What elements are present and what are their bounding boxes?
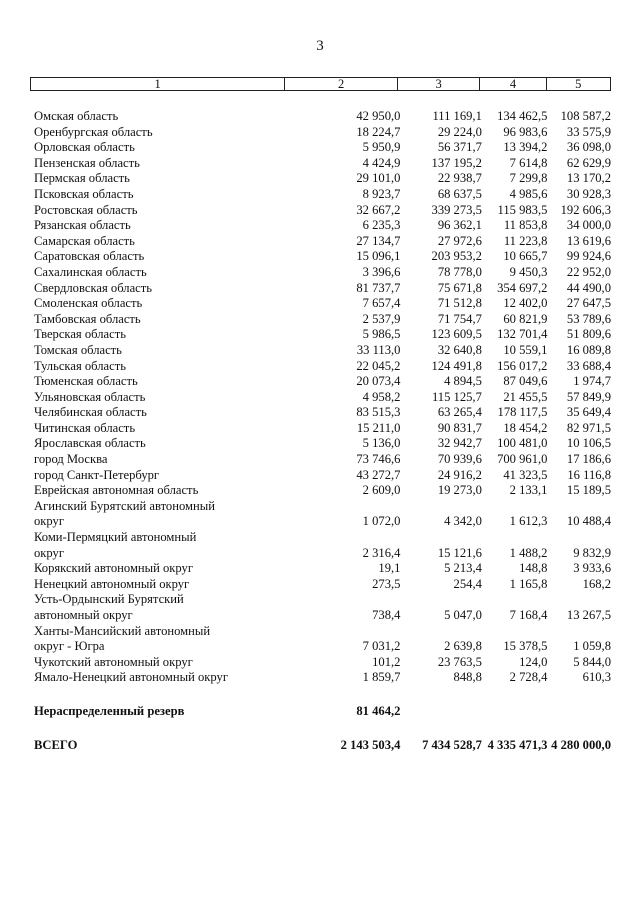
value-col-5 xyxy=(547,704,611,720)
table-row xyxy=(30,483,611,499)
value-col-5: 16 089,8 xyxy=(566,342,611,357)
total-row xyxy=(30,738,611,754)
region-name: Ростовская область xyxy=(34,202,138,217)
value-col-2: 43 272,7 xyxy=(356,467,401,482)
value-col-3: 7 434 528,7 xyxy=(422,737,482,752)
value-col-2: 3 396,6 xyxy=(362,264,401,279)
value-col-4: 2 133,1 xyxy=(509,483,548,498)
table-row xyxy=(30,468,611,484)
value-col-2 xyxy=(288,499,400,515)
spacer xyxy=(30,720,611,738)
spacer xyxy=(30,686,611,704)
value-col-5: 33 688,4 xyxy=(566,358,611,373)
value-col-5: 610,3 xyxy=(582,670,611,685)
value-col-4: 7 168,4 xyxy=(509,608,548,622)
region-name: Чукотский автономный округ xyxy=(34,654,193,669)
value-col-2: 18 224,7 xyxy=(356,124,401,139)
table-row xyxy=(30,359,611,375)
region-name: Саратовская область xyxy=(34,249,145,264)
value-col-5: 82 971,5 xyxy=(566,420,611,435)
value-col-3 xyxy=(400,624,481,640)
table-row xyxy=(30,187,611,203)
value-col-4: 12 402,0 xyxy=(503,296,548,311)
value-col-3: 137 195,2 xyxy=(431,155,482,170)
value-col-3: 29 224,0 xyxy=(437,124,482,139)
table-row xyxy=(30,249,611,265)
value-col-4: 700 961,0 xyxy=(497,452,548,467)
value-col-3: 90 831,7 xyxy=(437,420,482,435)
table-row xyxy=(30,343,611,359)
value-col-5: 1 974,7 xyxy=(573,374,611,389)
value-col-5: 27 647,5 xyxy=(566,296,611,311)
value-col-3 xyxy=(400,592,481,608)
region-name: Ханты-Мансийский автономный xyxy=(34,623,211,638)
value-col-4: 1 488,2 xyxy=(509,545,548,560)
value-col-3: 5 213,4 xyxy=(444,561,482,576)
table-row xyxy=(30,374,611,390)
value-col-3: 71 512,8 xyxy=(437,296,482,311)
value-col-2: 5 136,0 xyxy=(362,436,401,451)
value-col-5: 3 933,6 xyxy=(573,561,611,576)
value-col-5: 9 832,9 xyxy=(573,545,611,560)
value-col-3: 96 362,1 xyxy=(437,218,482,233)
region-name: округ - Югра xyxy=(34,639,105,654)
value-col-5: 1 059,8 xyxy=(573,639,611,654)
reserve-row xyxy=(30,704,611,720)
table-row xyxy=(30,655,611,671)
value-col-4: 7 614,8 xyxy=(509,155,548,170)
value-col-3: 124 491,8 xyxy=(431,358,482,373)
region-name: Ярославская область xyxy=(34,436,146,451)
table-row xyxy=(30,499,611,515)
value-col-5: 44 490,0 xyxy=(566,280,611,295)
value-col-3: 339 273,5 xyxy=(431,202,482,217)
page-number: 3 xyxy=(316,38,324,54)
region-name: автономный округ xyxy=(34,608,133,622)
table-row xyxy=(30,218,611,234)
table-row xyxy=(30,436,611,452)
region-name: округ xyxy=(34,545,65,560)
value-col-5: 13 267,5 xyxy=(566,608,611,622)
region-name: Сахалинская область xyxy=(34,264,147,279)
value-col-3: 71 754,7 xyxy=(437,311,482,326)
value-col-4 xyxy=(482,592,548,608)
value-col-5: 34 000,0 xyxy=(566,218,611,233)
value-col-4: 13 394,2 xyxy=(503,140,548,155)
value-col-2: 2 316,4 xyxy=(362,545,401,560)
table-row xyxy=(30,203,611,219)
region-name: Ямало-Ненецкий автономный округ xyxy=(34,670,228,685)
region-name: город Санкт-Петербург xyxy=(34,467,160,482)
region-name: Омская область xyxy=(34,109,119,123)
table-row xyxy=(30,281,611,297)
value-col-3: 23 763,5 xyxy=(437,654,482,669)
value-col-5: 57 849,9 xyxy=(566,389,611,404)
value-col-5: 15 189,5 xyxy=(566,483,611,498)
value-col-5: 168,2 xyxy=(582,576,611,591)
table-row xyxy=(30,592,611,608)
value-col-4 xyxy=(482,530,548,546)
value-col-4: 354 697,2 xyxy=(497,280,548,295)
value-col-3 xyxy=(400,704,481,720)
region-name: Пензенская область xyxy=(34,155,140,170)
value-col-4: 87 049,6 xyxy=(503,374,548,389)
table-row xyxy=(30,327,611,343)
value-col-3: 68 637,5 xyxy=(437,186,482,201)
region-name: Челябинская область xyxy=(34,405,147,420)
value-col-5: 99 924,6 xyxy=(566,249,611,264)
value-col-2 xyxy=(288,624,400,640)
value-col-4: 21 455,5 xyxy=(503,389,548,404)
table-row xyxy=(30,312,611,328)
value-col-2: 5 986,5 xyxy=(362,327,401,342)
value-col-4 xyxy=(482,624,548,640)
region-name: Нераспределенный резерв xyxy=(34,703,185,718)
value-col-5: 35 649,4 xyxy=(566,405,611,420)
value-col-2: 20 073,4 xyxy=(356,374,401,389)
value-col-3: 4 894,5 xyxy=(444,374,482,389)
value-col-3: 19 273,0 xyxy=(437,483,482,498)
value-col-5: 13 619,6 xyxy=(566,233,611,248)
value-col-2: 2 537,9 xyxy=(362,311,401,326)
value-col-3: 78 778,0 xyxy=(437,264,482,279)
value-col-5 xyxy=(547,624,611,640)
value-col-5: 13 170,2 xyxy=(566,171,611,186)
region-name: Агинский Бурятский автономный xyxy=(34,498,215,513)
column-header-4: 4 xyxy=(480,78,546,91)
table-row xyxy=(30,421,611,437)
value-col-5 xyxy=(547,499,611,515)
value-col-5: 5 844,0 xyxy=(573,654,611,669)
value-col-3: 254,4 xyxy=(453,576,482,591)
region-name: Томская область xyxy=(34,342,122,357)
value-col-2: 4 424,9 xyxy=(362,155,401,170)
region-name: Коми-Пермяцкий автономный xyxy=(34,530,197,545)
value-col-2: 29 101,0 xyxy=(356,171,401,186)
region-name: Еврейская автономная область xyxy=(34,483,199,498)
value-col-5 xyxy=(547,592,611,608)
column-header-5: 5 xyxy=(546,78,610,91)
value-col-2: 83 515,3 xyxy=(356,405,401,420)
value-col-2: 4 958,2 xyxy=(362,389,401,404)
value-col-2: 81 737,7 xyxy=(356,280,401,295)
region-name: Корякский автономный округ xyxy=(34,561,194,576)
value-col-3: 111 169,1 xyxy=(432,109,482,123)
value-col-4 xyxy=(482,499,548,515)
value-col-4: 2 728,4 xyxy=(509,670,548,685)
region-name: округ xyxy=(34,514,65,529)
table-row xyxy=(30,639,611,655)
value-col-2: 15 211,0 xyxy=(356,420,401,435)
value-col-4: 10 665,7 xyxy=(503,249,548,264)
table-row xyxy=(30,390,611,406)
table-row xyxy=(30,156,611,172)
value-col-4: 4 335 471,3 xyxy=(487,737,548,752)
value-col-4: 9 450,3 xyxy=(509,264,548,279)
table-row xyxy=(30,624,611,640)
value-col-3: 75 671,8 xyxy=(437,280,482,295)
value-col-2: 5 950,9 xyxy=(362,140,401,155)
region-name: Читинская область xyxy=(34,420,136,435)
value-col-4: 11 223,8 xyxy=(503,233,548,248)
region-name: Ненецкий автономный округ xyxy=(34,576,190,591)
value-col-5: 30 928,3 xyxy=(566,186,611,201)
value-col-2: 32 667,2 xyxy=(356,202,401,217)
value-col-3 xyxy=(400,499,481,515)
region-name: Тамбовская область xyxy=(34,311,141,326)
value-col-3: 15 121,6 xyxy=(437,545,482,560)
value-col-3: 5 047,0 xyxy=(444,608,482,622)
column-header-3: 3 xyxy=(398,78,480,91)
value-col-4: 60 821,9 xyxy=(503,311,548,326)
value-col-2: 738,4 xyxy=(372,608,401,622)
value-col-5: 33 575,9 xyxy=(566,124,611,139)
value-col-4: 96 983,6 xyxy=(503,124,548,139)
value-col-3: 27 972,6 xyxy=(437,233,482,248)
value-col-4: 1 612,3 xyxy=(509,514,548,529)
table-row xyxy=(30,546,611,562)
table-row xyxy=(30,265,611,281)
value-col-4: 148,8 xyxy=(519,561,548,576)
value-col-4: 4 985,6 xyxy=(509,186,548,201)
value-col-2: 42 950,0 xyxy=(356,109,401,123)
value-col-3: 4 342,0 xyxy=(444,514,482,529)
value-col-2: 101,2 xyxy=(372,654,401,669)
value-col-5: 16 116,8 xyxy=(567,467,611,482)
table-row xyxy=(30,171,611,187)
value-col-3: 63 265,4 xyxy=(437,405,482,420)
value-col-4: 18 454,2 xyxy=(503,420,548,435)
value-col-2: 73 746,6 xyxy=(356,452,401,467)
region-name: Тюменская область xyxy=(34,374,138,389)
value-col-2: 7 657,4 xyxy=(362,296,401,311)
value-col-3: 24 916,2 xyxy=(437,467,482,482)
value-col-3: 32 640,8 xyxy=(437,342,482,357)
value-col-4: 115 983,5 xyxy=(497,202,548,217)
region-name: Тверская область xyxy=(34,327,126,342)
region-name: Тульская область xyxy=(34,358,126,373)
value-col-2: 6 235,3 xyxy=(362,218,401,233)
value-col-5 xyxy=(547,530,611,546)
table-row xyxy=(30,296,611,312)
value-col-2: 1 072,0 xyxy=(362,514,401,529)
value-col-4: 132 701,4 xyxy=(497,327,548,342)
value-col-4: 10 559,1 xyxy=(503,342,548,357)
table-row xyxy=(30,125,611,141)
table-row xyxy=(30,452,611,468)
column-number-header xyxy=(30,77,611,91)
region-name: Рязанская область xyxy=(34,218,131,233)
value-col-2: 27 134,7 xyxy=(356,233,401,248)
value-col-4 xyxy=(482,704,548,720)
value-col-4: 7 299,8 xyxy=(509,171,548,186)
region-name: Смоленская область xyxy=(34,296,143,311)
table-row xyxy=(30,561,611,577)
region-name: Псковская область xyxy=(34,186,134,201)
region-name: Усть-Ордынский Бурятский xyxy=(34,592,184,607)
value-col-5: 108 587,2 xyxy=(560,109,611,123)
data-table xyxy=(30,109,611,753)
table-row xyxy=(30,530,611,546)
value-col-2: 22 045,2 xyxy=(356,358,401,373)
table-row xyxy=(30,234,611,250)
value-col-2: 15 096,1 xyxy=(356,249,401,264)
value-col-3: 203 953,2 xyxy=(431,249,482,264)
table-row xyxy=(30,670,611,686)
value-col-3: 70 939,6 xyxy=(437,452,482,467)
value-col-4: 15 378,5 xyxy=(503,639,548,654)
value-col-3: 22 938,7 xyxy=(437,171,482,186)
value-col-3: 123 609,5 xyxy=(431,327,482,342)
value-col-2: 2 609,0 xyxy=(362,483,401,498)
value-col-2: 81 464,2 xyxy=(356,703,401,718)
value-col-5: 53 789,6 xyxy=(566,311,611,326)
value-col-5: 36 098,0 xyxy=(566,140,611,155)
value-col-2 xyxy=(288,592,400,608)
value-col-5: 10 106,5 xyxy=(566,436,611,451)
region-name: Орловская область xyxy=(34,140,135,155)
value-col-5: 192 606,3 xyxy=(560,202,611,217)
value-col-5: 51 809,6 xyxy=(566,327,611,342)
value-col-4: 124,0 xyxy=(519,654,548,669)
value-col-5: 10 488,4 xyxy=(566,514,611,529)
value-col-3: 115 125,7 xyxy=(431,389,482,404)
table-row xyxy=(30,109,611,125)
value-col-2: 7 031,2 xyxy=(362,639,401,654)
value-col-2: 1 859,7 xyxy=(362,670,401,685)
value-col-4: 134 462,5 xyxy=(497,109,548,123)
value-col-4: 156 017,2 xyxy=(497,358,548,373)
value-col-3 xyxy=(400,530,481,546)
value-col-3: 56 371,7 xyxy=(437,140,482,155)
table-row xyxy=(30,405,611,421)
region-name: Свердловская область xyxy=(34,280,153,295)
value-col-4: 178 117,5 xyxy=(497,405,548,420)
column-header-2: 2 xyxy=(285,78,398,91)
table-row xyxy=(30,514,611,530)
region-name: Ульяновская область xyxy=(34,389,146,404)
value-col-4: 100 481,0 xyxy=(497,436,548,451)
value-col-2: 2 143 503,4 xyxy=(340,737,401,752)
region-name: Самарская область xyxy=(34,233,135,248)
region-name: Оренбургская область xyxy=(34,124,153,139)
table-row xyxy=(30,140,611,156)
table-row xyxy=(30,577,611,593)
value-col-2: 8 923,7 xyxy=(362,186,401,201)
value-col-5: 22 952,0 xyxy=(566,264,611,279)
value-col-2 xyxy=(288,530,400,546)
region-name: Пермская область xyxy=(34,171,130,186)
column-header-1: 1 xyxy=(31,78,285,91)
value-col-3: 2 639,8 xyxy=(444,639,482,654)
value-col-3: 32 942,7 xyxy=(437,436,482,451)
value-col-2: 19,1 xyxy=(378,561,401,576)
value-col-4: 41 323,5 xyxy=(503,467,548,482)
table-row xyxy=(30,608,611,624)
value-col-2: 33 113,0 xyxy=(356,342,401,357)
value-col-5: 62 629,9 xyxy=(566,155,611,170)
value-col-4: 11 853,8 xyxy=(503,218,548,233)
value-col-5: 4 280 000,0 xyxy=(551,737,611,752)
value-col-5: 17 186,6 xyxy=(566,452,611,467)
value-col-4: 1 165,8 xyxy=(509,576,548,591)
region-name: ВСЕГО xyxy=(34,737,78,752)
value-col-2: 273,5 xyxy=(372,576,401,591)
region-name: город Москва xyxy=(34,452,108,467)
value-col-3: 848,8 xyxy=(453,670,482,685)
